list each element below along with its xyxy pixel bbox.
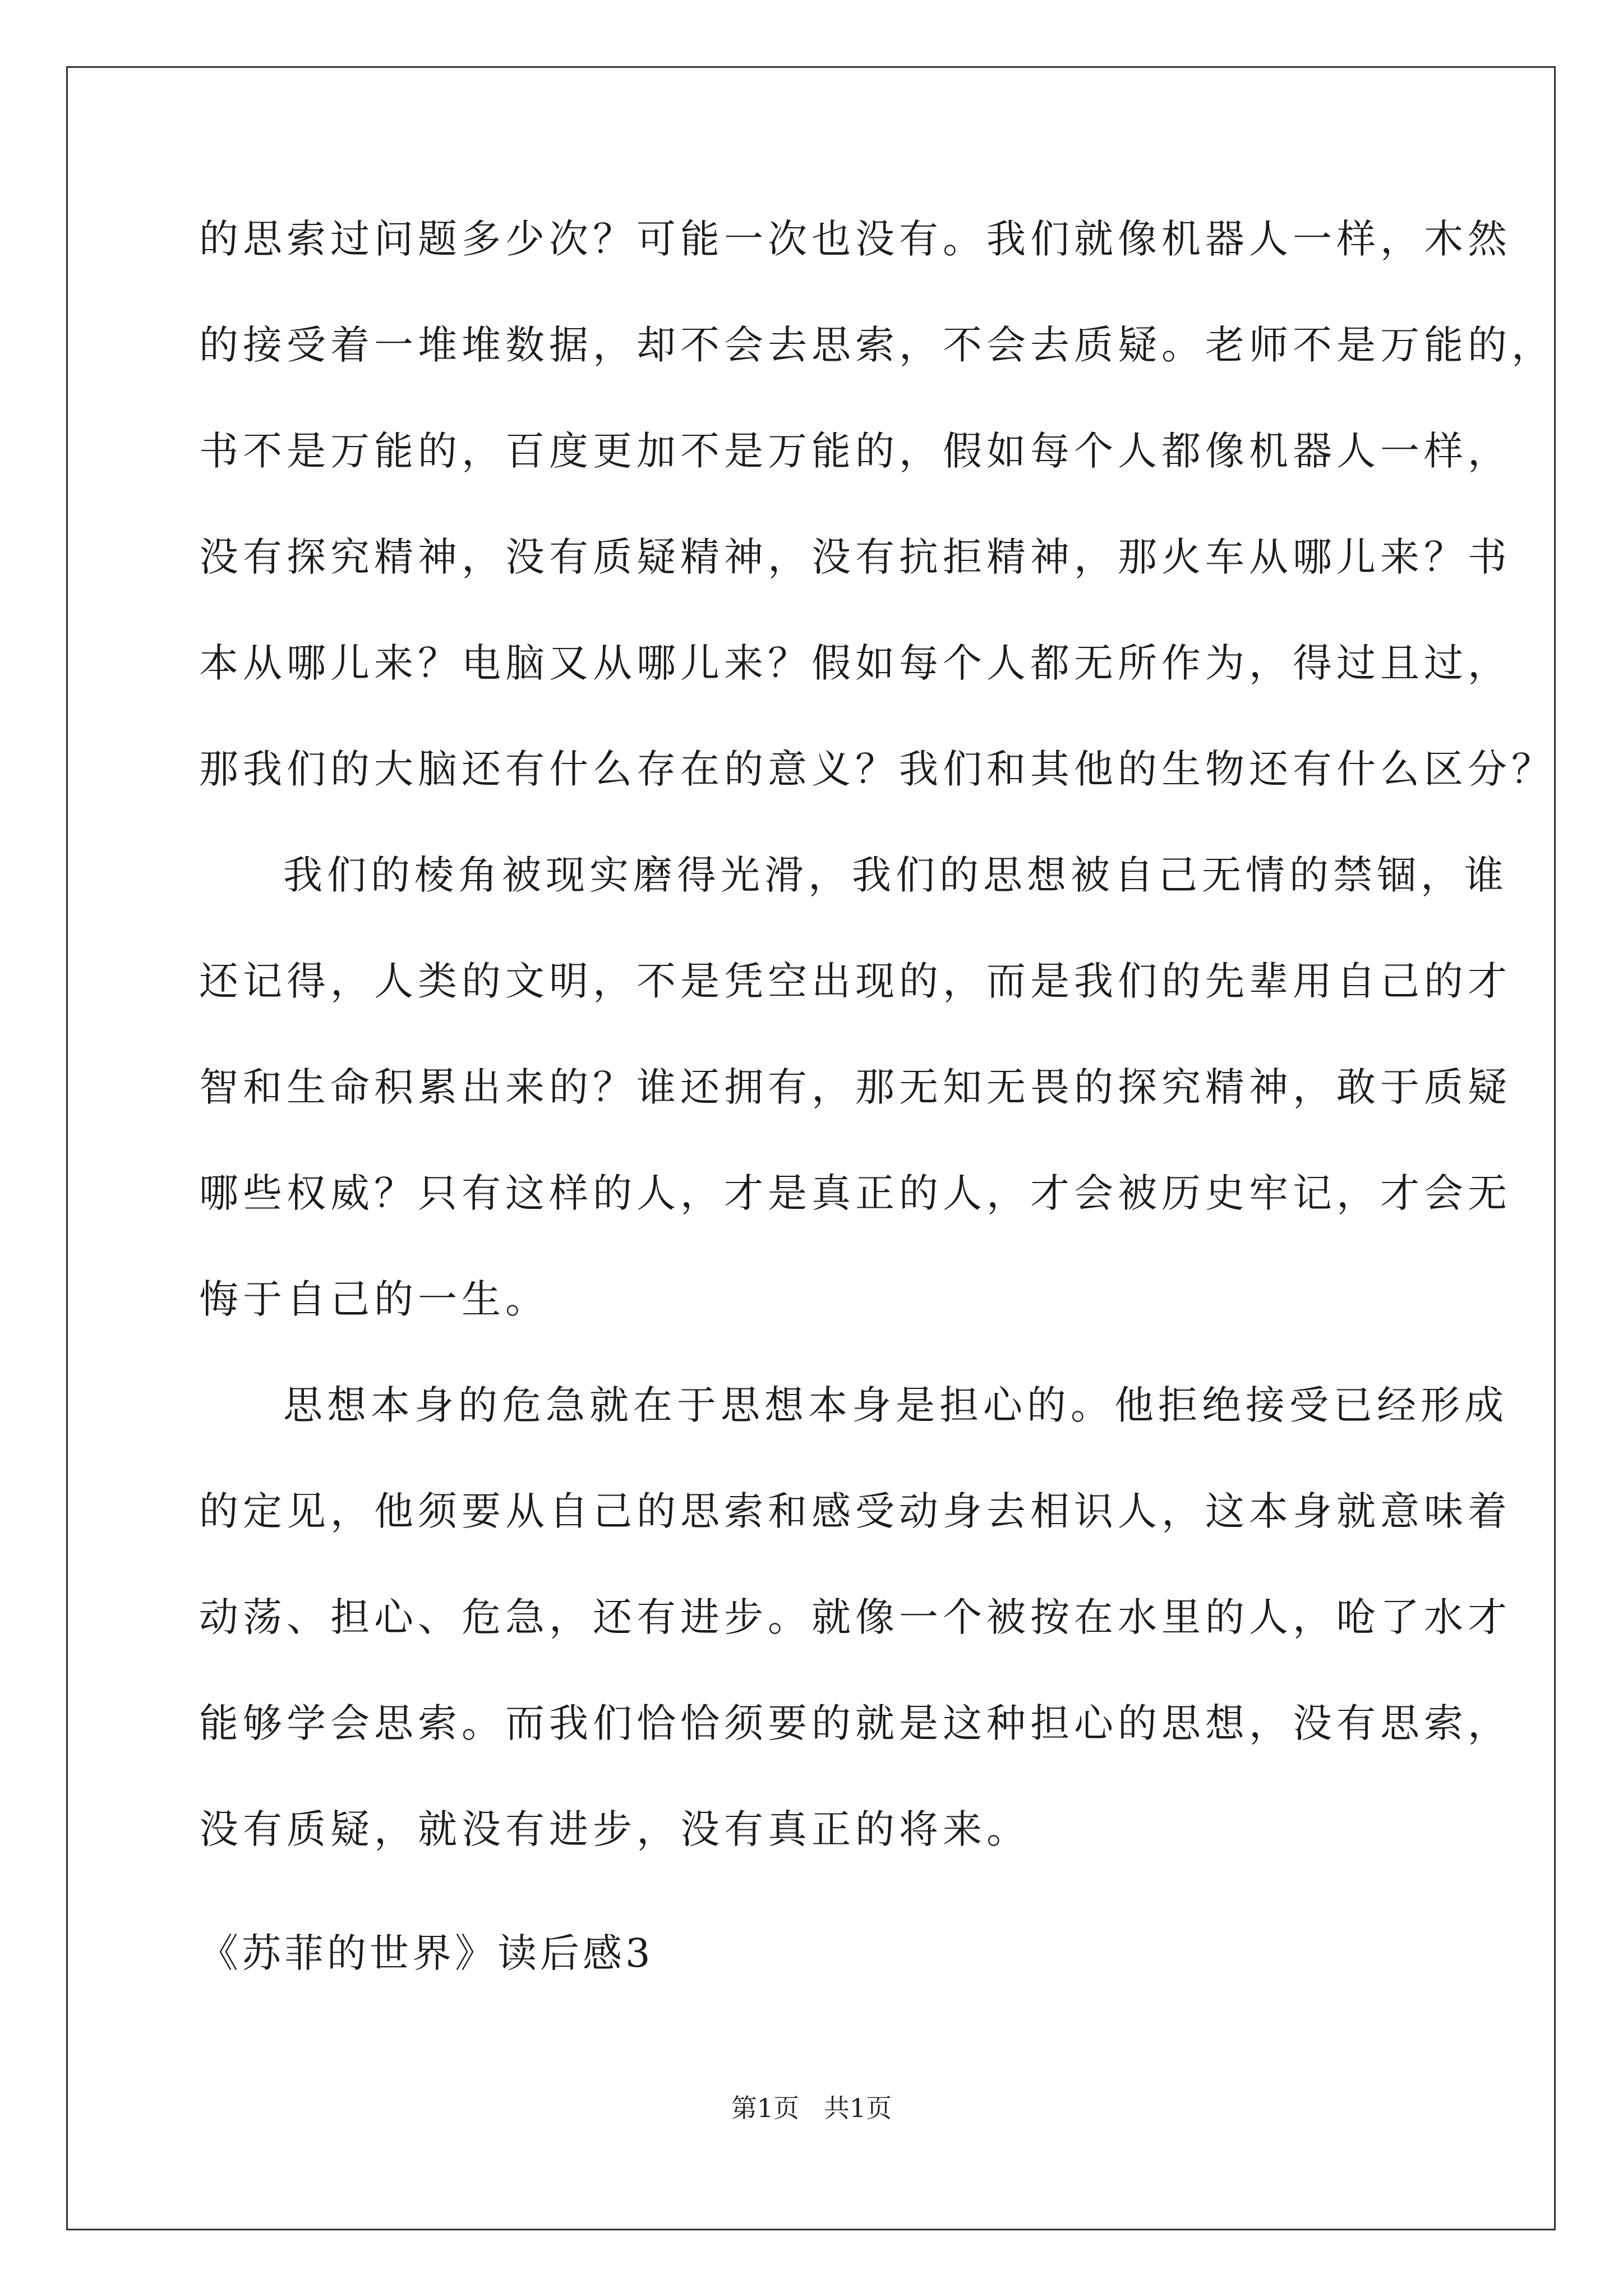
page-footer: 第1页 共1页 <box>731 2093 892 2123</box>
text-line: 哪些权威？只有这样的人，才是真正的人，才会被历史牢记，才会无 <box>199 1170 1511 1216</box>
text-line: 的定见，他须要从自己的思索和感受动身去相识人，这本身就意味着 <box>199 1488 1511 1534</box>
text-line: 那我们的大脑还有什么存在的意义？我们和其他的生物还有什么区分？ <box>199 746 1555 792</box>
text-line: 本从哪儿来？电脑又从哪儿来？假如每个人都无所作为，得过且过， <box>199 640 1511 686</box>
text-line: 还记得，人类的文明，不是凭空出现的，而是我们的先辈用自己的才 <box>199 958 1511 1004</box>
paragraph-start-line: 思想本身的危急就在于思想本身是担心的。他拒绝接受已经形成 <box>283 1382 1508 1428</box>
text-line: 能够学会思索。而我们恰恰须要的就是这种担心的思想，没有思索， <box>199 1700 1511 1746</box>
paragraph-start-line: 我们的棱角被现实磨得光滑，我们的思想被自己无情的禁锢，谁 <box>283 852 1508 898</box>
text-line: 智和生命积累出来的？谁还拥有，那无知无畏的探究精神，敢于质疑 <box>199 1064 1511 1110</box>
text-line: 书不是万能的，百度更加不是万能的，假如每个人都像机器人一样， <box>199 428 1511 474</box>
text-line: 没有探究精神，没有质疑精神，没有抗拒精神，那火车从哪儿来？书 <box>199 534 1511 580</box>
text-line: 悔于自己的一生。 <box>199 1276 549 1322</box>
section-heading: 《苏菲的世界》读后感3 <box>199 1930 654 1976</box>
text-line: 的思索过问题多少次？可能一次也没有。我们就像机器人一样，木然 <box>199 216 1511 262</box>
text-line: 的接受着一堆堆数据，却不会去思索，不会去质疑。老师不是万能的， <box>199 322 1555 368</box>
text-line: 动荡、担心、危急，还有进步。就像一个被按在水里的人，呛了水才 <box>199 1594 1511 1640</box>
body-text <box>199 212 1555 1908</box>
text-line: 没有质疑，就没有进步，没有真正的将来。 <box>199 1806 1030 1852</box>
